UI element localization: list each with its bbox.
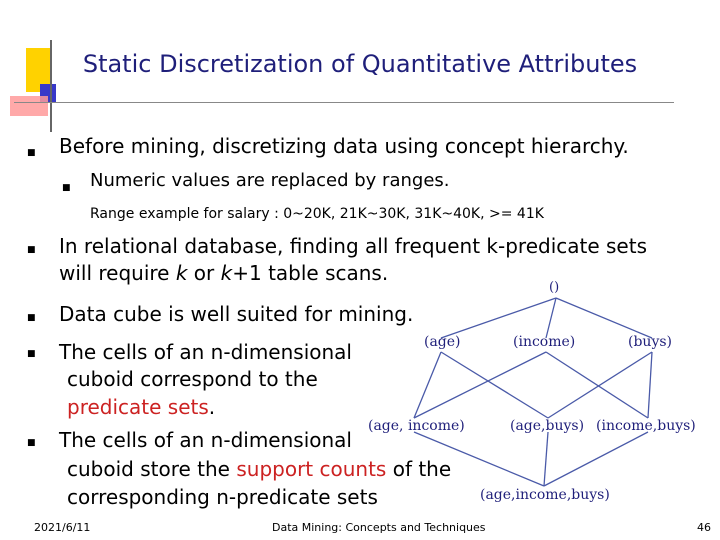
cuboid-node-age-income-buys: (age,income,buys) — [480, 487, 610, 503]
bullet-marker: ■ — [62, 183, 71, 193]
text-fragment: of the — [386, 457, 452, 481]
cuboid-node-age-buys: (age,buys) — [510, 418, 585, 434]
cuboid-node-age: (age) — [424, 334, 461, 350]
cuboid-node-income: (income) — [513, 334, 576, 350]
bullet-marker: ■ — [27, 349, 36, 359]
bullet-marker: ■ — [27, 438, 36, 448]
bullet-text-continued: cuboid correspond to the — [67, 367, 318, 391]
italic-k: k — [220, 261, 233, 285]
bullet-text: The cells of an n-dimensional — [59, 340, 352, 364]
cuboid-node-apex: () — [549, 280, 560, 295]
lattice-edge — [441, 352, 548, 418]
footer-course: Data Mining: Concepts and Techniques — [272, 521, 486, 534]
text-fragment: or — [187, 261, 221, 285]
bullet-text: Data cube is well suited for mining. — [59, 302, 414, 326]
lattice-edge — [556, 298, 652, 338]
lattice-edge — [414, 352, 441, 418]
bullet-marker: ■ — [27, 245, 36, 255]
lattice-edge — [414, 352, 546, 418]
highlight-text: support counts — [236, 457, 387, 481]
text-fragment: . — [208, 395, 216, 419]
lattice-edge — [544, 432, 648, 486]
bullet-marker: ■ — [27, 148, 36, 158]
lattice-edge — [441, 298, 556, 338]
lattice-edge — [544, 432, 548, 486]
bullet-text-continued: corresponding n-predicate sets — [67, 485, 378, 509]
italic-k: k — [175, 261, 188, 285]
lattice-edge — [548, 352, 652, 418]
highlight-text: predicate sets — [67, 395, 209, 419]
cuboid-node-buys: (buys) — [628, 334, 672, 350]
cuboid-node-age-income: (age, income) — [368, 418, 465, 434]
slide-title: Static Discretization of Quantitative Attributes — [82, 50, 638, 78]
bullet-marker: ■ — [27, 313, 36, 323]
lattice-edge — [648, 352, 652, 418]
lattice-edge — [546, 352, 648, 418]
lattice-edge — [414, 432, 544, 486]
sub-bullet-text: Numeric values are replaced by ranges. — [90, 170, 450, 191]
lattice-edge — [546, 298, 556, 338]
text-fragment: cuboid store the — [67, 457, 237, 481]
bullet-text: Before mining, discretizing data using concept hierarchy. — [59, 134, 629, 158]
sub-sub-text: Range example for salary : 0~20K, 21K~30K, 31K~40K, >= 41K — [90, 206, 544, 222]
bullet-text: The cells of an n-dimensional — [59, 428, 352, 452]
text-fragment: +1 table scans. — [232, 261, 389, 285]
footer-page-number: 46 — [697, 521, 711, 534]
bullet-text: In relational database, finding all frequent k-predicate sets — [59, 234, 647, 258]
cuboid-node-income-buys: (income,buys) — [596, 418, 696, 434]
text-fragment: will require — [59, 261, 176, 285]
footer-date: 2021/6/11 — [34, 521, 91, 534]
